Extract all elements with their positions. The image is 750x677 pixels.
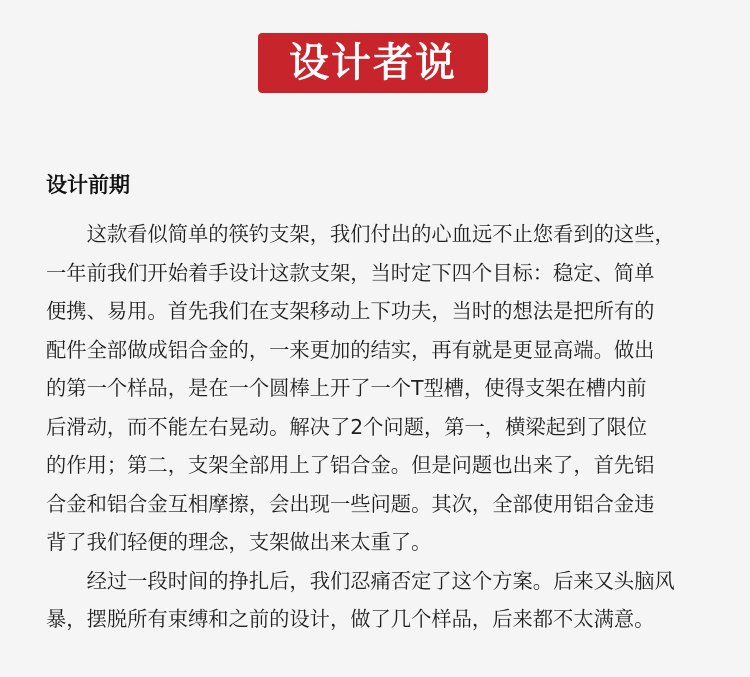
paragraph-1 [46, 215, 706, 562]
paragraph-2 [46, 562, 706, 639]
paragraph-line: 的作用；第二，支架全部用上了铝合金。但是问题也出来了，首先铝 [46, 453, 655, 477]
paragraph-line: 这款看似简单的筷钓支架，我们付出的心血远不止您看到的这些， [86, 222, 675, 246]
designer-says-banner [258, 33, 488, 93]
section-title: 设计前期 [46, 173, 130, 197]
paragraph-line: 便携、易用。首先我们在支架移动上下功夫，当时的想法是把所有的 [46, 299, 655, 323]
paragraph-line: 经过一段时间的挣扎后，我们忍痛否定了这个方案。后来又头脑风 [86, 568, 675, 593]
paragraph-line: 的第一个样品，是在一个圆棒上开了一个T型槽，使得支架在槽内前 [46, 376, 647, 400]
paragraph-line: 暴，摆脱所有束缚和之前的设计，做了几个样品，后来都不太满意。 [46, 607, 655, 631]
banner-title: 设计者说 [289, 40, 457, 86]
paragraph-line: 配件全部做成铝合金的，一来更加的结实，再有就是更显高端。做出 [46, 337, 655, 362]
paragraph-line: 背了我们轻便的理念，支架做出来太重了。 [46, 530, 432, 554]
paragraph-line: 一年前我们开始着手设计这款支架，当时定下四个目标：稳定、简单 [46, 260, 655, 285]
paragraph-line: 合金和铝合金互相摩擦，会出现一些问题。其次，全部使用铝合金违 [46, 491, 655, 516]
article-body [46, 215, 706, 639]
paragraph-line: 后滑动，而不能左右晃动。解决了2个问题，第一，横梁起到了限位 [46, 414, 648, 439]
